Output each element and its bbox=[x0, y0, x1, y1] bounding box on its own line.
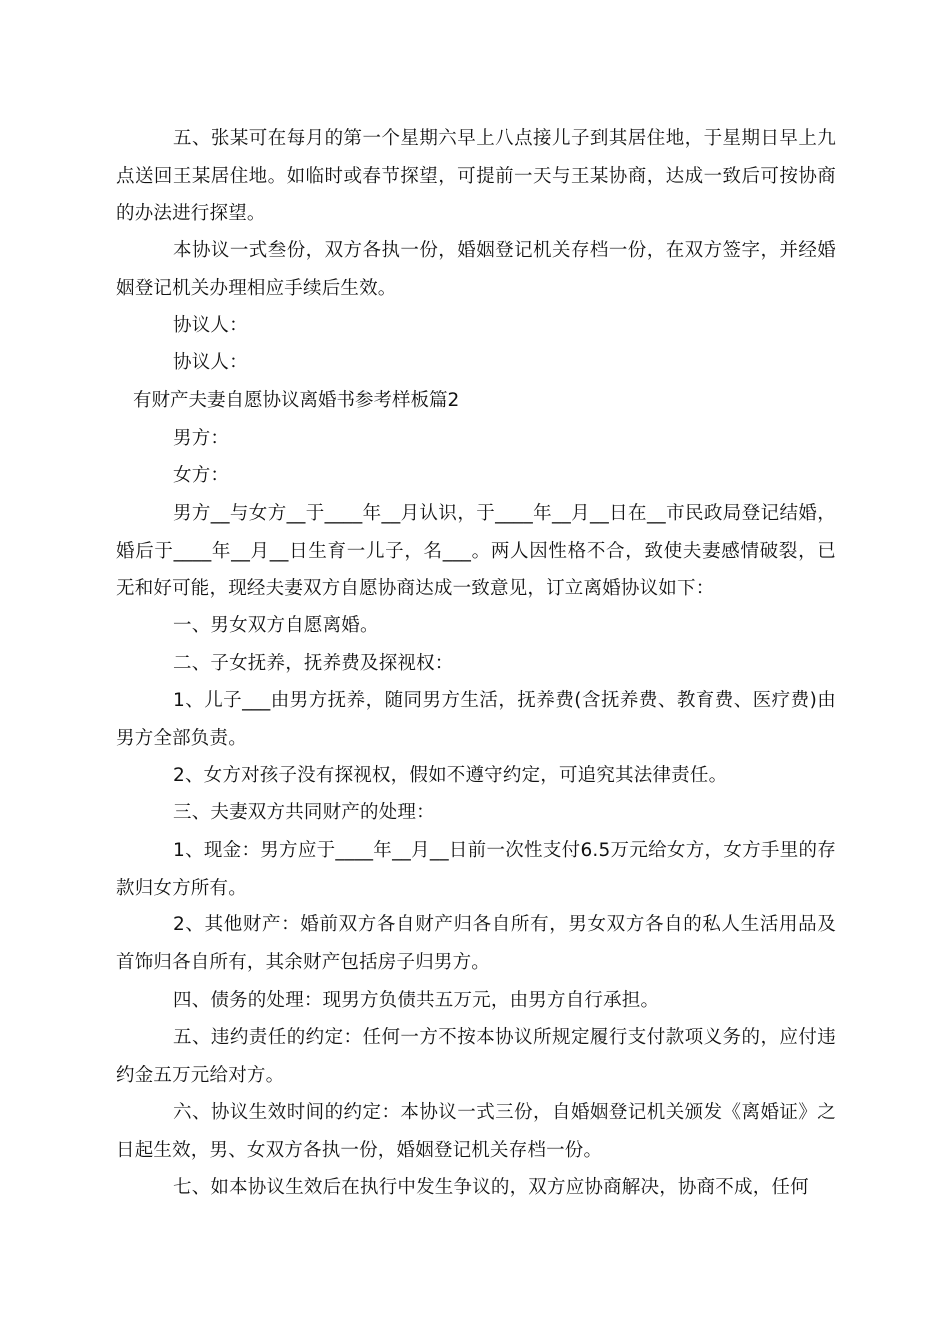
clause-3: 三、夫妻双方共同财产的处理： bbox=[173, 802, 435, 823]
clause-3-1: 1、现金：男方应于____年__月__日前一次性支付6.5万元给女方，女方手里的存款归女方所有。 bbox=[116, 840, 836, 899]
wife-line: 女方： bbox=[173, 465, 230, 486]
paragraph-background: 男方__与女方__于____年__月认识，于____年__月__日在__市民政局登记结婚，婚后于____年__月__日生育一儿子，名___。两人因性格不合，致使夫妻感情破裂，已无和好可能，现经夫妻双方自愿协商达成一致意见，订立离婚协议如下： bbox=[116, 503, 836, 600]
clause-6: 六、协议生效时间的约定：本协议一式三份，自婚姻登记机关颁发《离婚证》之日起生效，男、女双方各执一份，婚姻登记机关存档一份。 bbox=[116, 1102, 836, 1161]
husband-line: 男方： bbox=[173, 428, 230, 449]
signatory-line-2: 协议人： bbox=[173, 352, 248, 373]
paragraph-effectiveness: 本协议一式叁份，双方各执一份，婚姻登记机关存档一份，在双方签字，并经婚姻登记机关办理相应手续后生效。 bbox=[116, 240, 836, 299]
clause-5: 五、违约责任的约定：任何一方不按本协议所规定履行支付款项义务的，应付违约金五万元给对方。 bbox=[116, 1027, 836, 1086]
clause-2-2: 2、女方对孩子没有探视权，假如不遵守约定，可追究其法律责任。 bbox=[173, 765, 728, 786]
clause-2-1: 1、儿子___由男方抚养，随同男方生活，抚养费(含抚养费、教育费、医疗费)由男方全部负责。 bbox=[116, 690, 836, 749]
paragraph-visitation: 五、张某可在每月的第一个星期六早上八点接儿子到其居住地，于星期日早上九点送回王某居住地。如临时或春节探望，可提前一天与王某协商，达成一致后可按协商的办法进行探望。 bbox=[116, 128, 836, 225]
clause-2: 二、子女抚养，抚养费及探视权： bbox=[173, 653, 454, 674]
clause-1: 一、男女双方自愿离婚。 bbox=[173, 615, 379, 636]
clause-7: 七、如本协议生效后在执行中发生争议的，双方应协商解决，协商不成，任何 bbox=[173, 1177, 809, 1198]
clause-3-2: 2、其他财产：婚前双方各自财产归各自所有，男女双方各自的私人生活用品及首饰归各自所有，其余财产包括房子归男方。 bbox=[116, 914, 836, 973]
section-title: 有财产夫妻自愿协议离婚书参考样板篇2 bbox=[133, 390, 460, 411]
clause-4: 四、债务的处理：现男方负债共五万元，由男方自行承担。 bbox=[173, 990, 660, 1011]
signatory-line-1: 协议人： bbox=[173, 315, 248, 336]
